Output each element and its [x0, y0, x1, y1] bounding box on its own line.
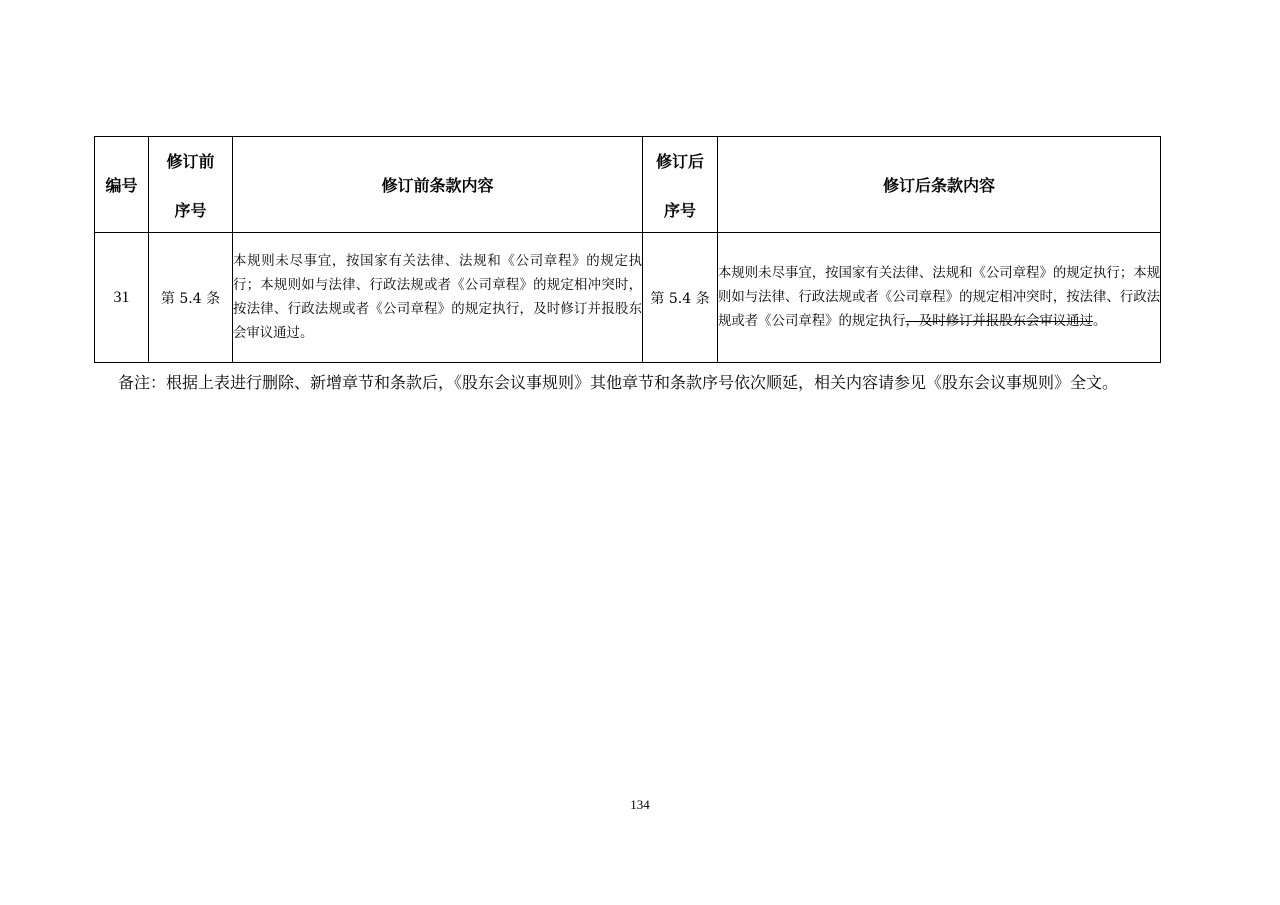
row-before-seq: 第 5.4 条 [149, 233, 233, 363]
after-content-deleted: ，及时修订并报股东会审议通过 [905, 313, 1093, 329]
header-after-seq [643, 137, 718, 233]
header-after-content: 修订后条款内容 [718, 137, 1161, 233]
header-before-seq [149, 137, 233, 233]
row-number: 31 [95, 233, 149, 363]
header-number: 编号 [95, 137, 149, 233]
header-after-seq-line1: 修订后 [655, 151, 704, 171]
table-note: 备注：根据上表进行删除、新增章节和条款后，《股东会议事规则》其他章节和条款序号依次顺延，相关内容请参见《股东会议事规则》全文。 [118, 373, 1119, 392]
table-row [95, 233, 1161, 363]
row-after-content [718, 233, 1161, 363]
header-before-content: 修订前条款内容 [233, 137, 643, 233]
after-content-kept: 本规则未尽事宜，按国家有关法律、法规和《公司章程》的规定执行；本规则如与法律、行政法规或者《公司章程》的规定相冲突时，按法律、行政法规或者《公司章程》的规定执行 [718, 265, 1160, 329]
page-number: 134 [630, 797, 650, 812]
header-before-seq-line2: 序号 [174, 200, 207, 220]
row-after-seq: 第 5.4 条 [643, 233, 718, 363]
header-after-seq-line2: 序号 [663, 200, 696, 220]
after-content-end: 。 [1092, 313, 1107, 329]
header-before-seq-line1: 修订前 [166, 151, 215, 171]
row-before-content: 本规则未尽事宜，按国家有关法律、法规和《公司章程》的规定执行；本规则如与法律、行政法规或者《公司章程》的规定相冲突时，按法律、行政法规或者《公司章程》的规定执行，及时修订并报股东会审议通过。 [233, 233, 643, 363]
revision-table [94, 136, 1161, 363]
table-header-row [95, 137, 1161, 233]
